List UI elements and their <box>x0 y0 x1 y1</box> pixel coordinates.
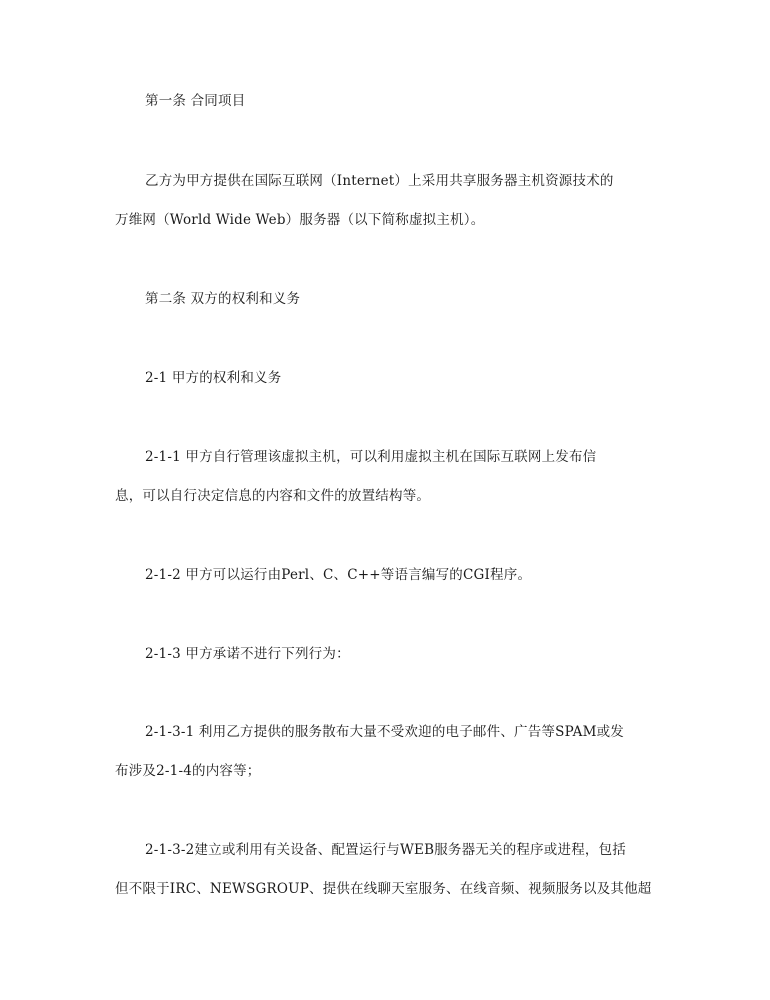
clause-2-1-3-1-line-2: 布涉及2-1-4的内容等； <box>115 763 261 779</box>
section-2-1-heading: 2-1 甲方的权利和义务 <box>145 370 282 386</box>
article-1-paragraph-line-1: 乙方为甲方提供在国际互联网（Internet）上采用共享服务器主机资源技术的 <box>145 173 614 189</box>
clause-2-1-1-line-1: 2-1-1 甲方自行管理该虚拟主机，可以利用虚拟主机在国际互联网上发布信 <box>145 449 597 465</box>
clause-2-1-3-2-line-2: 但不限于IRC、NEWSGROUP、提供在线聊天室服务、在线音频、视频服务以及其他超 <box>115 881 652 897</box>
article-1-paragraph-line-2: 万维网（World Wide Web）服务器（以下简称虚拟主机）。 <box>115 212 485 228</box>
article-1-heading: 第一条 合同项目 <box>145 93 246 109</box>
clause-2-1-1-line-2: 息，可以自行决定信息的内容和文件的放置结构等。 <box>115 488 431 504</box>
clause-2-1-3-1-line-1: 2-1-3-1 利用乙方提供的服务散布大量不受欢迎的电子邮件、广告等SPAM或发 <box>145 724 624 740</box>
clause-2-1-3-2-line-1: 2-1-3-2建立或利用有关设备、配置运行与WEB服务器无关的程序或进程，包括 <box>145 842 626 858</box>
clause-2-1-3: 2-1-3 甲方承诺不进行下列行为： <box>145 646 350 662</box>
article-2-heading: 第二条 双方的权利和义务 <box>145 291 301 307</box>
clause-2-1-2: 2-1-2 甲方可以运行由Perl、C、C++等语言编写的CGI程序。 <box>145 567 532 583</box>
